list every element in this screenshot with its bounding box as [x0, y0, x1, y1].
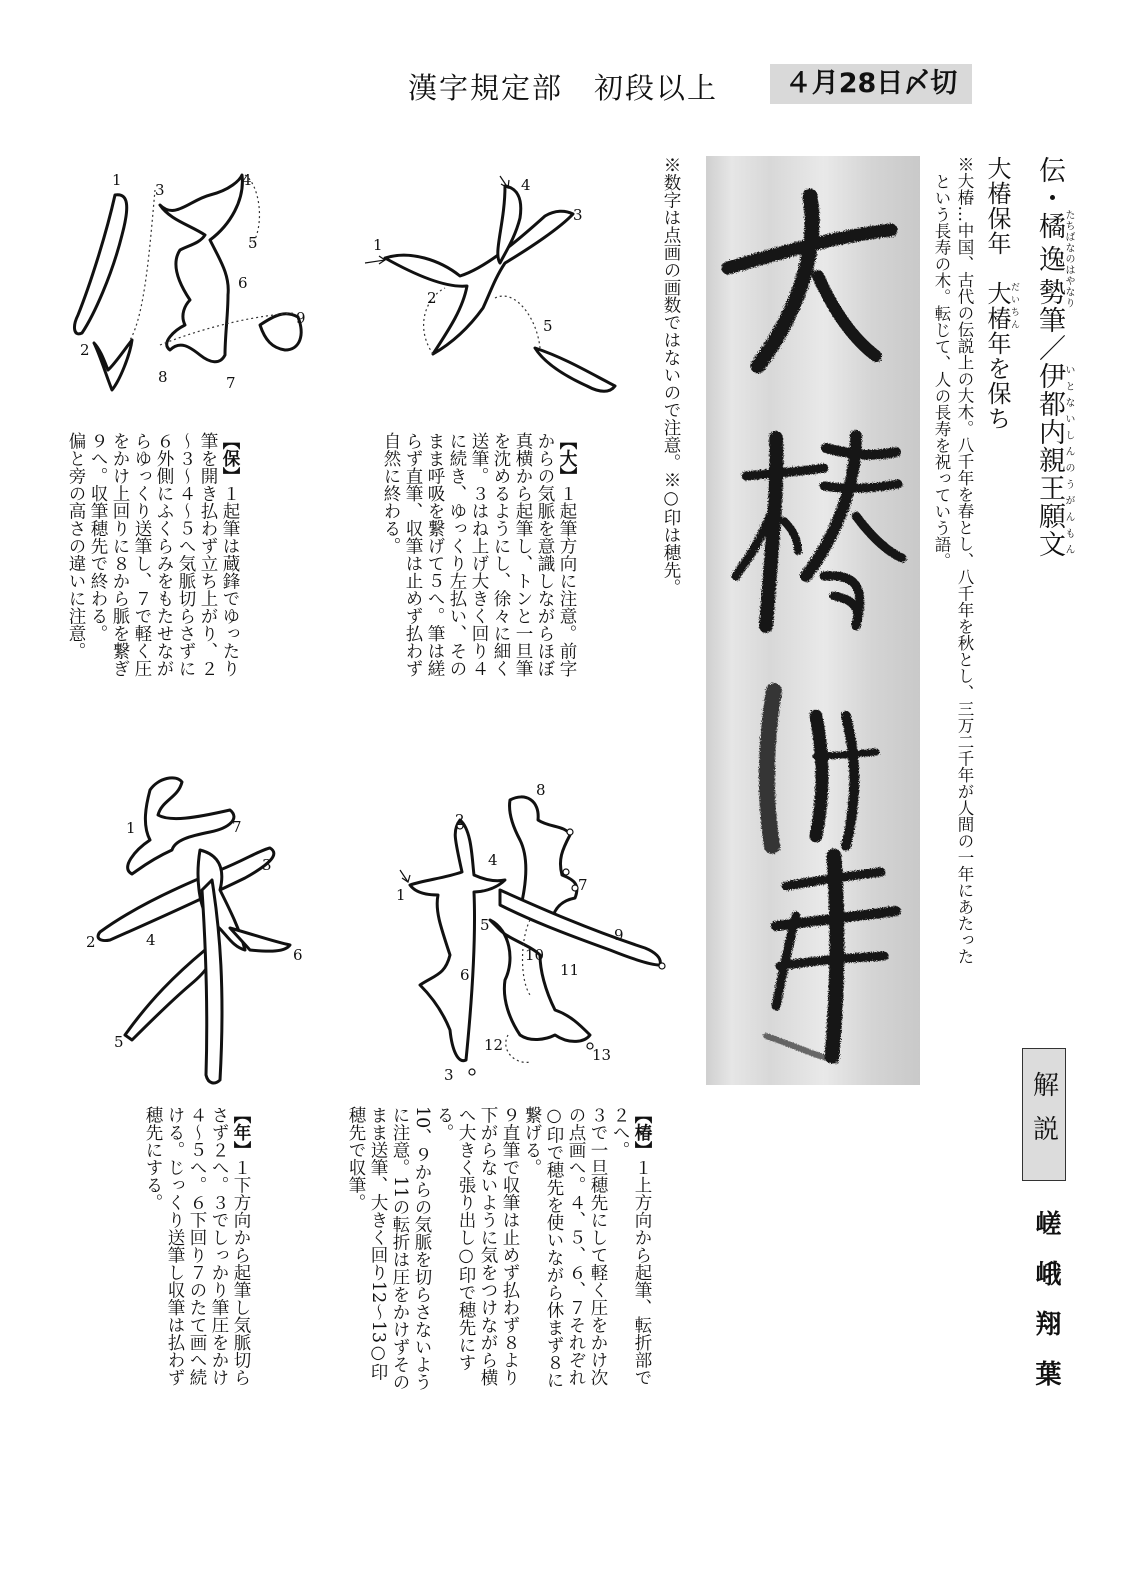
- svg-text:1: 1: [112, 171, 122, 189]
- work-title: 伊都内親王願文いとないしんのうがんもん: [1034, 362, 1074, 558]
- svg-text:1: 1: [373, 236, 383, 254]
- description-line: 真横から起筆し、トンと一旦筆: [513, 432, 533, 677]
- svg-text:6: 6: [293, 946, 303, 964]
- svg-text:8: 8: [536, 781, 546, 799]
- stroke-diagram-ho: [60, 165, 320, 415]
- description-line: 【大】１起筆方向に注意。前字: [557, 432, 577, 677]
- svg-text:13: 13: [592, 1046, 612, 1064]
- svg-text:6: 6: [238, 274, 248, 292]
- author-name: 嵯峨翔葉: [1031, 1210, 1061, 1410]
- description-line: ６外側にふくらみをもたせなが: [154, 432, 174, 677]
- description-line: ９へ。収筆穂先で終わる。: [88, 432, 108, 642]
- description-line: まま呼吸を繋げて５へ。筆は縒: [425, 432, 445, 677]
- description-line: さず２へ。３でしっかり筆圧をかけ: [209, 1106, 229, 1386]
- svg-text:4: 4: [146, 931, 156, 949]
- svg-text:1: 1: [396, 886, 406, 904]
- description-line: まま送筆、大きく回り12～13○印: [368, 1106, 388, 1381]
- deadline-badge: ４月28日〆切: [770, 64, 972, 104]
- svg-text:5: 5: [248, 234, 258, 252]
- description-line: 下がらないように気をつけながら横: [478, 1106, 498, 1386]
- svg-text:11: 11: [560, 961, 580, 979]
- description-ho: [65, 432, 241, 732]
- description-line: ４～５へ。６下回り７のたて画へ続: [187, 1106, 207, 1386]
- description-dai: [380, 432, 578, 732]
- svg-text:5: 5: [480, 916, 490, 934]
- description-line: 10、９からの気脈を切らさないよう: [412, 1106, 432, 1391]
- description-line: ～３～４～５へ気脈切らさずに: [176, 432, 196, 677]
- phrase-reading: 大椿保年 大椿だいちん年を保ち: [983, 156, 1019, 431]
- description-line: る。: [434, 1106, 454, 1141]
- description-line: 繋げる。: [522, 1106, 542, 1176]
- description-line: 【年】１下方向から起筆し気脈切ら: [231, 1106, 251, 1386]
- description-line: 穂先で収筆。: [346, 1106, 366, 1211]
- description-line: の点画へ。４、５、６、７それぞれ: [566, 1106, 586, 1386]
- svg-text:3: 3: [155, 181, 165, 199]
- description-line: 偏と旁の高さの違いに注意。: [66, 432, 86, 660]
- description-line: からの気脈を意識しながらほぼ: [535, 432, 555, 677]
- source-prefix: 伝・: [1034, 156, 1065, 212]
- svg-text:2: 2: [427, 289, 437, 307]
- svg-text:7: 7: [226, 374, 236, 392]
- description-line: に注意。11の転折は圧をかけずその: [390, 1106, 410, 1391]
- description-line: をかけ上回りに８から脈を繋ぎ: [110, 432, 130, 677]
- svg-text:9: 9: [296, 309, 306, 327]
- calligraphy-original-image: [706, 156, 920, 1085]
- description-nen: [142, 1106, 252, 1436]
- description-line: らゆっくり送筆し、７で軽く圧: [132, 432, 152, 677]
- svg-text:3: 3: [444, 1066, 454, 1084]
- svg-text:1: 1: [126, 819, 136, 837]
- stroke-diagram-nen: [80, 770, 320, 1090]
- brush-label: 筆／: [1034, 306, 1065, 362]
- svg-text:8: 8: [158, 368, 168, 386]
- description-line: 自然に終わる。: [381, 432, 401, 555]
- diagram-note: ※数字は点画の画数ではないので注意。※○印は穂先。: [661, 156, 681, 596]
- svg-text:7: 7: [232, 818, 242, 836]
- description-line: 【椿】１上方向から起筆、転折部で: [632, 1106, 652, 1386]
- calligrapher-name: 橘逸勢たちばなのはやなり: [1034, 209, 1074, 309]
- description-chin: [345, 1106, 653, 1436]
- description-line: ○印で穂先を使いながら休まず８に: [544, 1106, 564, 1389]
- description-line: 送筆。３はね上げ大きく回り４: [469, 432, 489, 677]
- stroke-diagram-chin: [380, 780, 680, 1084]
- source-title: [1030, 156, 1074, 626]
- page-header-title: 漢字規定部 初段以上: [408, 71, 719, 105]
- svg-text:2: 2: [455, 811, 465, 829]
- description-line: へ大きく張り出し○印で穂先にす: [456, 1106, 476, 1371]
- svg-text:7: 7: [578, 876, 588, 894]
- note-line: ※大椿…中国、古代の伝説上の大木。八千年を春とし、八千年を秋とし、三万二千年が人間の一年にあたった: [955, 156, 974, 965]
- description-line: ２へ。: [610, 1106, 630, 1159]
- svg-text:2: 2: [86, 933, 96, 951]
- stroke-diagram-dai: [355, 168, 630, 393]
- description-line: ける。じっくり送筆し収筆は払わず: [165, 1106, 185, 1386]
- commentary-label: 解説: [1022, 1048, 1066, 1181]
- description-line: を沈めるようにし、徐々に細く: [491, 432, 511, 677]
- calligraphy-brushwork: [706, 156, 920, 1085]
- svg-text:5: 5: [114, 1033, 124, 1051]
- svg-text:2: 2: [80, 341, 90, 359]
- svg-text:9: 9: [614, 926, 624, 944]
- note-line: という長寿の木。転じて、人の長寿を祝っていう語。: [932, 173, 951, 569]
- svg-text:4: 4: [242, 171, 252, 189]
- svg-text:12: 12: [484, 1036, 504, 1054]
- description-line: ９直筆で収筆は止めず払わず８より: [500, 1106, 520, 1386]
- svg-text:3: 3: [573, 206, 583, 224]
- svg-text:4: 4: [488, 851, 498, 869]
- description-line: ３で一旦穂先にして軽く圧をかけ次: [588, 1106, 608, 1386]
- svg-text:6: 6: [460, 966, 470, 984]
- svg-text:4: 4: [521, 176, 531, 194]
- vocabulary-note: [930, 156, 975, 965]
- svg-text:5: 5: [543, 317, 553, 335]
- description-line: 筆を開き払わず立ち上がり、２: [198, 432, 218, 677]
- svg-text:10: 10: [525, 946, 545, 964]
- description-line: らず直筆、収筆は止めず払わず: [403, 432, 423, 677]
- description-line: 穂先にする。: [143, 1106, 163, 1211]
- description-line: に続き、ゆっくり左払い、その: [447, 432, 467, 677]
- svg-text:3: 3: [262, 856, 272, 874]
- description-line: 【保】１起筆は蔵鋒でゆったり: [220, 432, 240, 677]
